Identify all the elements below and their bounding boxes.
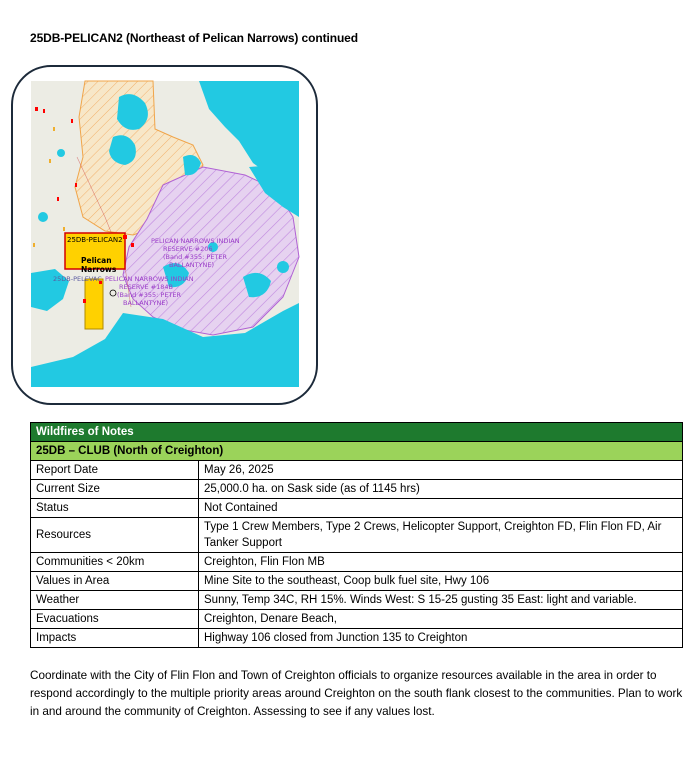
- evac-zone: [85, 279, 103, 329]
- reserve-b-line3: (Band #355: PETER: [117, 291, 182, 299]
- fire-label: 25DB-PELICAN2: [67, 236, 123, 244]
- table-row: [31, 591, 683, 610]
- row-label-resources: Resources: [31, 518, 199, 553]
- table-row: [31, 480, 683, 499]
- row-value-impacts: Highway 106 closed from Junction 135 to Creighton: [199, 629, 683, 648]
- row-value-communities: Creighton, Flin Flon MB: [199, 553, 683, 572]
- row-value-current-size: 25,000.0 ha. on Sask side (as of 1145 hrs): [199, 480, 683, 499]
- reserve-a-line1: PELICAN NARROWS INDIAN: [151, 237, 240, 245]
- row-label-current-size: Current Size: [31, 480, 199, 499]
- reserve-b-line1: PELICAN NARROWS INDIAN: [105, 275, 194, 283]
- table-row: [31, 553, 683, 572]
- row-label-impacts: Impacts: [31, 629, 199, 648]
- row-label-communities: Communities < 20km: [31, 553, 199, 572]
- fire-map: [11, 65, 318, 405]
- table-row: [31, 499, 683, 518]
- table-row: [31, 518, 683, 553]
- row-label-weather: Weather: [31, 591, 199, 610]
- row-label-values: Values in Area: [31, 572, 199, 591]
- fire-name: 25DB – CLUB (North of Creighton): [31, 442, 683, 461]
- coordination-paragraph: Coordinate with the City of Flin Flon and Town of Creighton officials to organize resources available in the area in order to respond accordingly to the multiple priority areas around Creighton on the south flank closest to the communities. Plan to work in and around the community of Creighton. Assessing to see if any values lost.: [30, 669, 683, 718]
- row-value-values: Mine Site to the southeast, Coop bulk fuel site, Hwy 106: [199, 572, 683, 591]
- town-label-narrows: Narrows: [81, 265, 117, 274]
- row-value-status: Not Contained: [199, 499, 683, 518]
- map-graphic: [13, 67, 316, 403]
- table-row: [31, 572, 683, 591]
- fire-name-row: [31, 442, 683, 461]
- row-label-status: Status: [31, 499, 199, 518]
- reserve-b-line2: RESERVE #184B: [119, 283, 173, 291]
- town-label-pelican: Pelican: [81, 256, 112, 265]
- reserve-a-line4: BALLANTYNE): [169, 261, 215, 269]
- reserve-a-line2: RESERVE #206: [163, 245, 213, 253]
- table-title: Wildfires of Notes: [31, 423, 683, 442]
- row-value-report-date: May 26, 2025: [199, 461, 683, 480]
- table-row: [31, 610, 683, 629]
- section-heading: 25DB-PELICAN2 (Northeast of Pelican Narrows) continued: [30, 31, 358, 45]
- reserve-a-line3: (Band #355: PETER: [163, 253, 228, 261]
- table-row: [31, 629, 683, 648]
- row-value-evacuations: Creighton, Denare Beach,: [199, 610, 683, 629]
- evac-label: 25DB-PELEVAC: [53, 275, 102, 283]
- reserve-b-line4: BALLANTYNE): [123, 299, 169, 307]
- row-label-evacuations: Evacuations: [31, 610, 199, 629]
- row-value-resources: Type 1 Crew Members, Type 2 Crews, Helicopter Support, Creighton FD, Flin Flon FD, Air Tanker Support: [199, 518, 683, 553]
- table-row: [31, 461, 683, 480]
- wildfires-table: [30, 422, 683, 648]
- row-label-report-date: Report Date: [31, 461, 199, 480]
- table-title-row: [31, 423, 683, 442]
- row-value-weather: Sunny, Temp 34C, RH 15%. Winds West: S 15-25 gusting 35 East: light and variable.: [199, 591, 683, 610]
